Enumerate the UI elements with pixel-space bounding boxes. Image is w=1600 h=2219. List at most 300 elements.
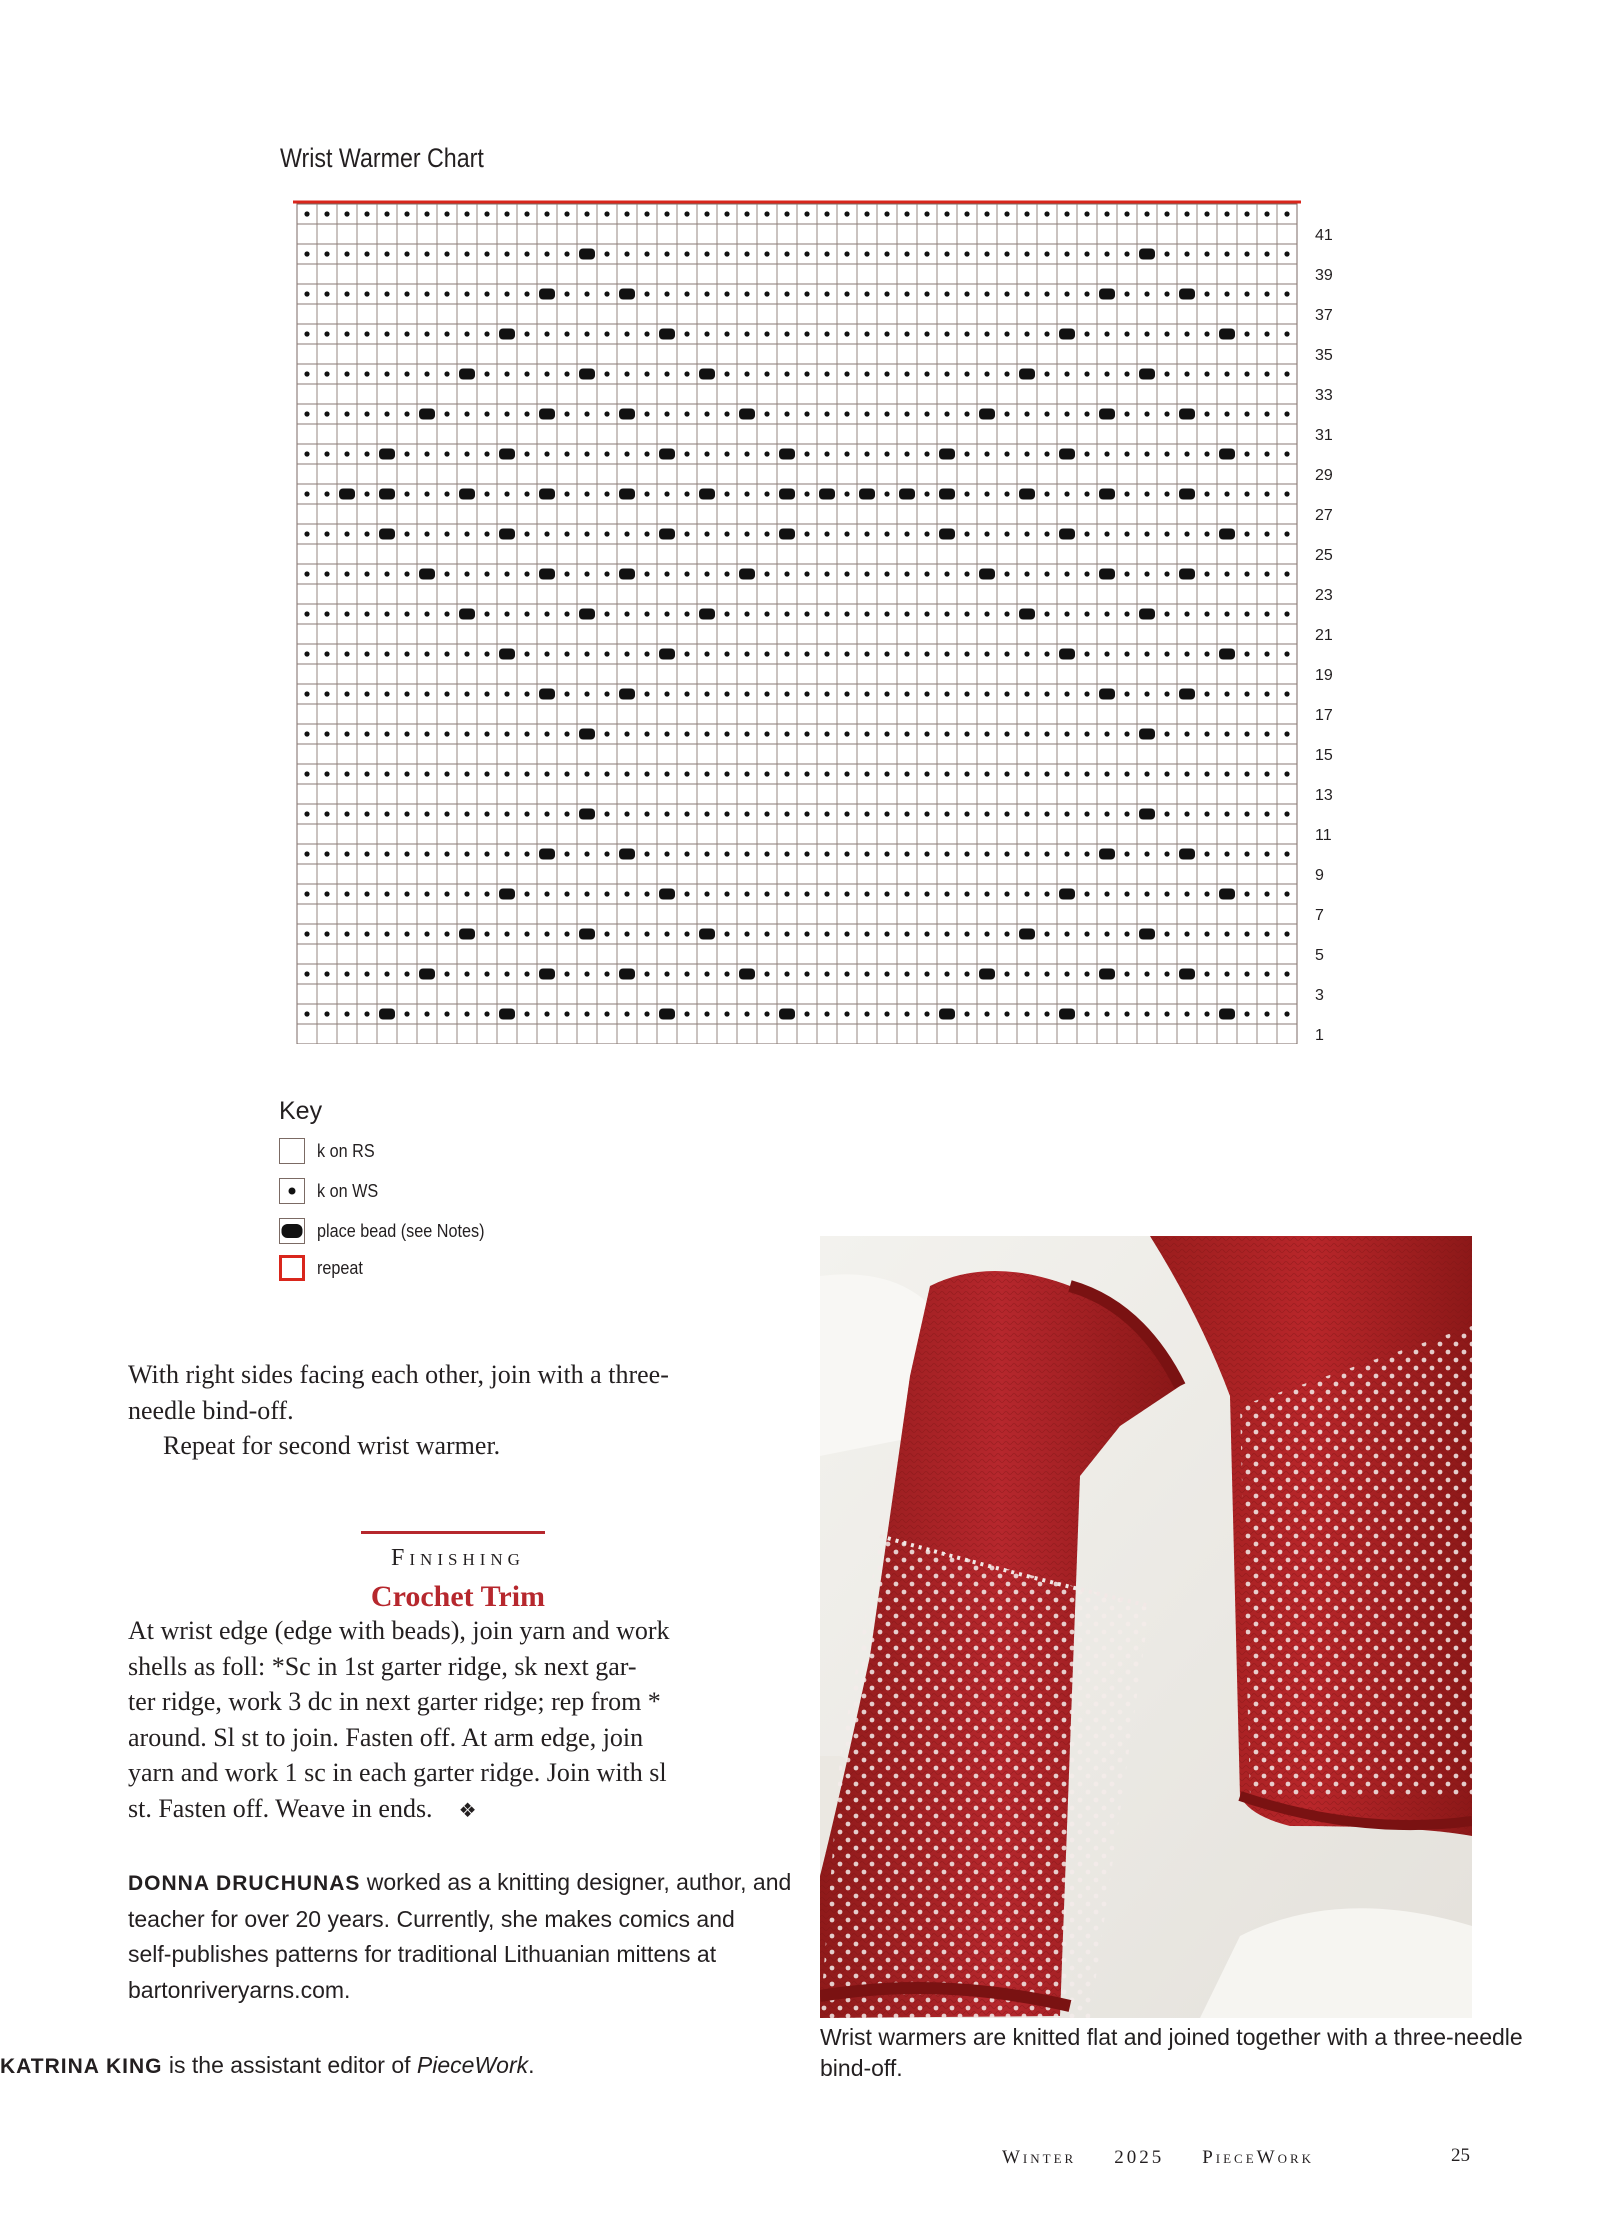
purl-dot — [1244, 891, 1249, 896]
purl-dot — [644, 251, 649, 256]
bead-mark — [939, 449, 955, 460]
purl-dot — [364, 931, 369, 936]
purl-dot — [864, 771, 869, 776]
purl-dot — [924, 931, 929, 936]
purl-dot — [1244, 811, 1249, 816]
purl-dot — [1244, 691, 1249, 696]
purl-dot — [304, 811, 309, 816]
purl-dot — [1064, 291, 1069, 296]
purl-dot — [564, 771, 569, 776]
purl-dot — [404, 211, 409, 216]
purl-dot — [924, 971, 929, 976]
purl-dot — [404, 251, 409, 256]
purl-dot — [684, 971, 689, 976]
purl-dot — [804, 691, 809, 696]
purl-dot — [824, 371, 829, 376]
purl-dot — [704, 531, 709, 536]
bead-mark — [1219, 529, 1235, 540]
bead-mark — [579, 249, 595, 260]
purl-dot — [944, 731, 949, 736]
purl-dot — [1084, 411, 1089, 416]
wrist-warmers-photo — [820, 1236, 1472, 2018]
purl-dot — [1044, 851, 1049, 856]
purl-dot — [1084, 731, 1089, 736]
purl-dot — [1244, 411, 1249, 416]
purl-dot — [844, 971, 849, 976]
footer-year: 2025 — [1114, 2147, 1165, 2168]
purl-dot — [984, 1011, 989, 1016]
purl-dot — [1184, 771, 1189, 776]
bead-mark — [779, 529, 795, 540]
purl-dot — [1024, 851, 1029, 856]
purl-dot — [1104, 371, 1109, 376]
purl-dot — [1044, 691, 1049, 696]
purl-dot — [904, 611, 909, 616]
purl-dot — [644, 851, 649, 856]
purl-dot — [844, 811, 849, 816]
purl-dot — [684, 731, 689, 736]
purl-dot — [424, 451, 429, 456]
purl-dot — [624, 331, 629, 336]
purl-dot — [744, 1011, 749, 1016]
purl-dot — [604, 251, 609, 256]
purl-dot — [304, 331, 309, 336]
purl-dot — [964, 811, 969, 816]
purl-dot — [704, 851, 709, 856]
bead-mark — [1099, 849, 1115, 860]
purl-dot — [604, 331, 609, 336]
purl-dot — [744, 811, 749, 816]
purl-dot — [764, 731, 769, 736]
purl-dot — [1004, 531, 1009, 536]
purl-dot — [364, 651, 369, 656]
purl-dot — [964, 651, 969, 656]
purl-dot — [404, 971, 409, 976]
purl-dot — [704, 971, 709, 976]
purl-dot — [1244, 571, 1249, 576]
purl-dot — [864, 611, 869, 616]
purl-dot — [424, 611, 429, 616]
purl-dot — [444, 851, 449, 856]
purl-dot — [1224, 491, 1229, 496]
purl-dot — [344, 851, 349, 856]
purl-dot — [844, 771, 849, 776]
purl-dot — [344, 971, 349, 976]
purl-dot — [924, 1011, 929, 1016]
photo-caption: Wrist warmers are knitted flat and joined together with a three-needle bind-off. — [820, 2024, 1523, 2081]
purl-dot — [324, 331, 329, 336]
purl-dot — [744, 731, 749, 736]
purl-dot — [664, 731, 669, 736]
purl-dot — [344, 331, 349, 336]
chart-row-labels — [1315, 227, 1333, 1044]
purl-dot — [304, 731, 309, 736]
chart-title: Wrist Warmer Chart — [280, 143, 484, 173]
purl-dot — [404, 811, 409, 816]
purl-dot — [784, 211, 789, 216]
bead-mark — [979, 409, 995, 420]
purl-dot — [384, 771, 389, 776]
purl-dot — [444, 451, 449, 456]
purl-dot — [884, 331, 889, 336]
purl-dot — [1084, 931, 1089, 936]
purl-dot — [1024, 1011, 1029, 1016]
purl-dot — [584, 291, 589, 296]
purl-dot — [1164, 291, 1169, 296]
purl-dot — [1164, 731, 1169, 736]
purl-dot — [444, 971, 449, 976]
text-line: yarn and work 1 sc in each garter ridge. Join with sl — [128, 1758, 667, 1787]
purl-dot — [984, 251, 989, 256]
purl-dot — [564, 731, 569, 736]
purl-dot — [704, 651, 709, 656]
purl-dot — [484, 891, 489, 896]
purl-dot — [1044, 251, 1049, 256]
purl-dot — [1124, 891, 1129, 896]
purl-dot — [424, 731, 429, 736]
purl-dot — [444, 291, 449, 296]
purl-dot — [1044, 771, 1049, 776]
purl-dot — [864, 211, 869, 216]
purl-dot — [824, 611, 829, 616]
purl-dot — [564, 691, 569, 696]
purl-dot — [404, 571, 409, 576]
purl-dot — [924, 571, 929, 576]
bead-mark — [1099, 409, 1115, 420]
purl-dot — [804, 891, 809, 896]
purl-dot — [604, 1011, 609, 1016]
bead-mark — [1019, 929, 1035, 940]
purl-dot — [304, 1011, 309, 1016]
bead-mark — [499, 449, 515, 460]
purl-dot — [984, 931, 989, 936]
purl-dot — [844, 371, 849, 376]
purl-dot — [724, 691, 729, 696]
purl-dot — [444, 771, 449, 776]
purl-dot — [604, 971, 609, 976]
purl-dot — [564, 1011, 569, 1016]
purl-dot — [604, 411, 609, 416]
purl-dot — [844, 851, 849, 856]
wrist-warmer-chart — [293, 196, 1353, 1044]
purl-dot — [984, 331, 989, 336]
bead-mark — [939, 1009, 955, 1020]
purl-dot — [704, 451, 709, 456]
bead-mark — [1179, 689, 1195, 700]
purl-dot — [404, 531, 409, 536]
purl-dot — [684, 371, 689, 376]
purl-dot — [424, 251, 429, 256]
purl-dot — [644, 211, 649, 216]
purl-dot — [404, 291, 409, 296]
purl-dot — [904, 851, 909, 856]
purl-dot — [444, 251, 449, 256]
purl-dot — [1064, 411, 1069, 416]
purl-dot — [1084, 371, 1089, 376]
purl-dot — [1164, 651, 1169, 656]
purl-dot — [924, 411, 929, 416]
purl-dot — [604, 651, 609, 656]
purl-dot — [764, 851, 769, 856]
purl-dot — [924, 491, 929, 496]
purl-dot — [804, 571, 809, 576]
purl-dot — [684, 691, 689, 696]
purl-dot — [1124, 491, 1129, 496]
purl-dot — [1144, 851, 1149, 856]
purl-dot — [1124, 251, 1129, 256]
bead-mark — [419, 409, 435, 420]
purl-dot — [1264, 651, 1269, 656]
bead-mark — [619, 289, 635, 300]
bead-mark — [499, 1009, 515, 1020]
purl-dot — [944, 571, 949, 576]
purl-dot — [764, 611, 769, 616]
purl-dot — [344, 411, 349, 416]
purl-dot — [1004, 1011, 1009, 1016]
bead-mark — [699, 929, 715, 940]
purl-dot — [1264, 571, 1269, 576]
purl-dot — [484, 251, 489, 256]
purl-dot — [1104, 891, 1109, 896]
purl-dot — [964, 331, 969, 336]
purl-dot — [1244, 611, 1249, 616]
purl-dot — [424, 771, 429, 776]
purl-dot — [1124, 771, 1129, 776]
bead-mark — [1179, 289, 1195, 300]
purl-dot — [564, 251, 569, 256]
text-line: st. Fasten off. Weave in ends. ❖ — [128, 1793, 477, 1823]
purl-dot — [804, 1011, 809, 1016]
purl-dot — [564, 811, 569, 816]
purl-dot — [524, 571, 529, 576]
purl-dot — [924, 291, 929, 296]
purl-dot — [704, 691, 709, 696]
purl-dot — [564, 531, 569, 536]
purl-dot — [1064, 731, 1069, 736]
purl-dot — [844, 331, 849, 336]
bead-mark — [539, 289, 555, 300]
bead-mark — [1179, 569, 1195, 580]
purl-dot — [544, 1011, 549, 1016]
purl-dot — [344, 1011, 349, 1016]
purl-dot — [684, 531, 689, 536]
purl-dot — [1184, 611, 1189, 616]
purl-dot — [1004, 251, 1009, 256]
purl-dot — [1004, 291, 1009, 296]
purl-dot — [1204, 811, 1209, 816]
purl-dot — [1024, 571, 1029, 576]
purl-dot — [804, 451, 809, 456]
key-label: k on RS — [317, 1140, 375, 1161]
purl-dot — [824, 531, 829, 536]
purl-dot — [724, 651, 729, 656]
purl-dot — [524, 371, 529, 376]
bead-mark — [619, 569, 635, 580]
purl-dot — [724, 851, 729, 856]
purl-dot — [444, 571, 449, 576]
purl-dot — [1124, 1011, 1129, 1016]
purl-dot — [1024, 451, 1029, 456]
purl-dot — [384, 851, 389, 856]
purl-dot — [1044, 611, 1049, 616]
bead-mark — [1059, 1009, 1075, 1020]
purl-dot — [304, 691, 309, 696]
purl-dot — [884, 651, 889, 656]
purl-dot — [1164, 611, 1169, 616]
purl-dot — [1164, 771, 1169, 776]
bead-mark — [1099, 969, 1115, 980]
purl-dot — [684, 771, 689, 776]
bead-mark — [1059, 329, 1075, 340]
purl-dot — [1284, 971, 1289, 976]
purl-dot — [1024, 731, 1029, 736]
bead-mark — [659, 649, 675, 660]
bead-mark — [1019, 489, 1035, 500]
purl-dot — [1164, 491, 1169, 496]
purl-dot — [604, 291, 609, 296]
purl-dot — [624, 611, 629, 616]
purl-dot — [584, 891, 589, 896]
bio-donna: DONNA DRUCHUNAS worked as a knitting designer, author, and teacher for over 20 years. Currently, she makes comics and self-publishes patterns for traditional Lithuanian mittens at bartonriveryarns.com. — [128, 1869, 792, 2003]
purl-dot — [524, 611, 529, 616]
purl-dot — [844, 691, 849, 696]
purl-dot — [544, 891, 549, 896]
purl-dot — [1124, 411, 1129, 416]
purl-dot — [964, 771, 969, 776]
purl-dot — [564, 451, 569, 456]
purl-dot — [864, 971, 869, 976]
purl-dot — [444, 811, 449, 816]
bead-mark — [579, 729, 595, 740]
purl-dot — [504, 691, 509, 696]
purl-dot — [404, 491, 409, 496]
row-label: 27 — [1315, 507, 1333, 524]
purl-dot — [444, 331, 449, 336]
bead-mark — [1099, 689, 1115, 700]
purl-dot — [604, 931, 609, 936]
purl-dot — [444, 651, 449, 656]
purl-dot — [804, 611, 809, 616]
purl-dot — [1264, 411, 1269, 416]
purl-dot — [304, 451, 309, 456]
purl-dot — [484, 331, 489, 336]
bead-mark — [579, 809, 595, 820]
bead-mark — [1059, 649, 1075, 660]
purl-dot — [884, 571, 889, 576]
purl-dot — [364, 531, 369, 536]
purl-dot — [1244, 211, 1249, 216]
row-label: 15 — [1315, 747, 1333, 764]
purl-dot — [944, 851, 949, 856]
purl-dot — [1204, 1011, 1209, 1016]
bead-mark — [819, 489, 835, 500]
purl-dot — [924, 811, 929, 816]
purl-dot — [424, 331, 429, 336]
bead-mark — [739, 969, 755, 980]
purl-dot — [984, 731, 989, 736]
purl-dot — [984, 451, 989, 456]
purl-dot — [1244, 491, 1249, 496]
purl-dot — [1044, 411, 1049, 416]
purl-dot — [1004, 771, 1009, 776]
purl-dot — [1004, 811, 1009, 816]
bead-mark — [939, 529, 955, 540]
purl-dot — [564, 411, 569, 416]
row-label: 5 — [1315, 947, 1324, 964]
purl-dot — [464, 291, 469, 296]
purl-dot — [484, 451, 489, 456]
purl-dot — [704, 1011, 709, 1016]
purl-dot — [1184, 451, 1189, 456]
purl-dot — [424, 851, 429, 856]
purl-dot — [724, 451, 729, 456]
purl-dot — [1184, 811, 1189, 816]
bead-mark — [1219, 1009, 1235, 1020]
bead-mark — [459, 489, 475, 500]
purl-dot — [1044, 531, 1049, 536]
purl-dot — [884, 851, 889, 856]
purl-dot — [924, 371, 929, 376]
purl-dot — [724, 811, 729, 816]
row-label: 23 — [1315, 587, 1333, 604]
purl-dot — [1164, 211, 1169, 216]
bead-mark — [379, 529, 395, 540]
bead-mark — [779, 449, 795, 460]
purl-dot — [1164, 411, 1169, 416]
purl-dot — [924, 451, 929, 456]
purl-dot — [1164, 931, 1169, 936]
purl-dot — [604, 211, 609, 216]
purl-dot — [744, 491, 749, 496]
purl-dot — [324, 371, 329, 376]
purl-dot — [704, 411, 709, 416]
crochet-trim-instructions — [128, 1613, 788, 1829]
purl-dot — [784, 691, 789, 696]
purl-dot — [644, 1011, 649, 1016]
purl-dot — [904, 811, 909, 816]
purl-dot — [524, 531, 529, 536]
purl-dot — [964, 571, 969, 576]
purl-dot — [944, 411, 949, 416]
purl-dot — [724, 731, 729, 736]
purl-dot — [464, 451, 469, 456]
purl-dot — [424, 211, 429, 216]
bio-name: KATRINA KING — [0, 2055, 163, 2078]
purl-dot — [1204, 571, 1209, 576]
bead-mark — [1179, 409, 1195, 420]
purl-dot — [1224, 211, 1229, 216]
purl-dot — [744, 291, 749, 296]
purl-dot — [904, 571, 909, 576]
purl-dot — [384, 931, 389, 936]
purl-dot — [924, 731, 929, 736]
purl-dot — [1124, 291, 1129, 296]
key-item-k-on-rs — [279, 1138, 381, 1164]
bio-katrina: KATRINA KING is the assistant editor of PieceWork. — [0, 2052, 535, 2078]
purl-dot — [704, 731, 709, 736]
purl-dot — [724, 531, 729, 536]
purl-dot — [604, 451, 609, 456]
purl-dot — [484, 971, 489, 976]
purl-dot — [424, 931, 429, 936]
purl-dot — [344, 931, 349, 936]
purl-dot — [1284, 891, 1289, 896]
purl-dot — [1264, 611, 1269, 616]
purl-dot — [1264, 1011, 1269, 1016]
purl-dot — [1284, 331, 1289, 336]
purl-dot — [1284, 571, 1289, 576]
purl-dot — [1184, 331, 1189, 336]
